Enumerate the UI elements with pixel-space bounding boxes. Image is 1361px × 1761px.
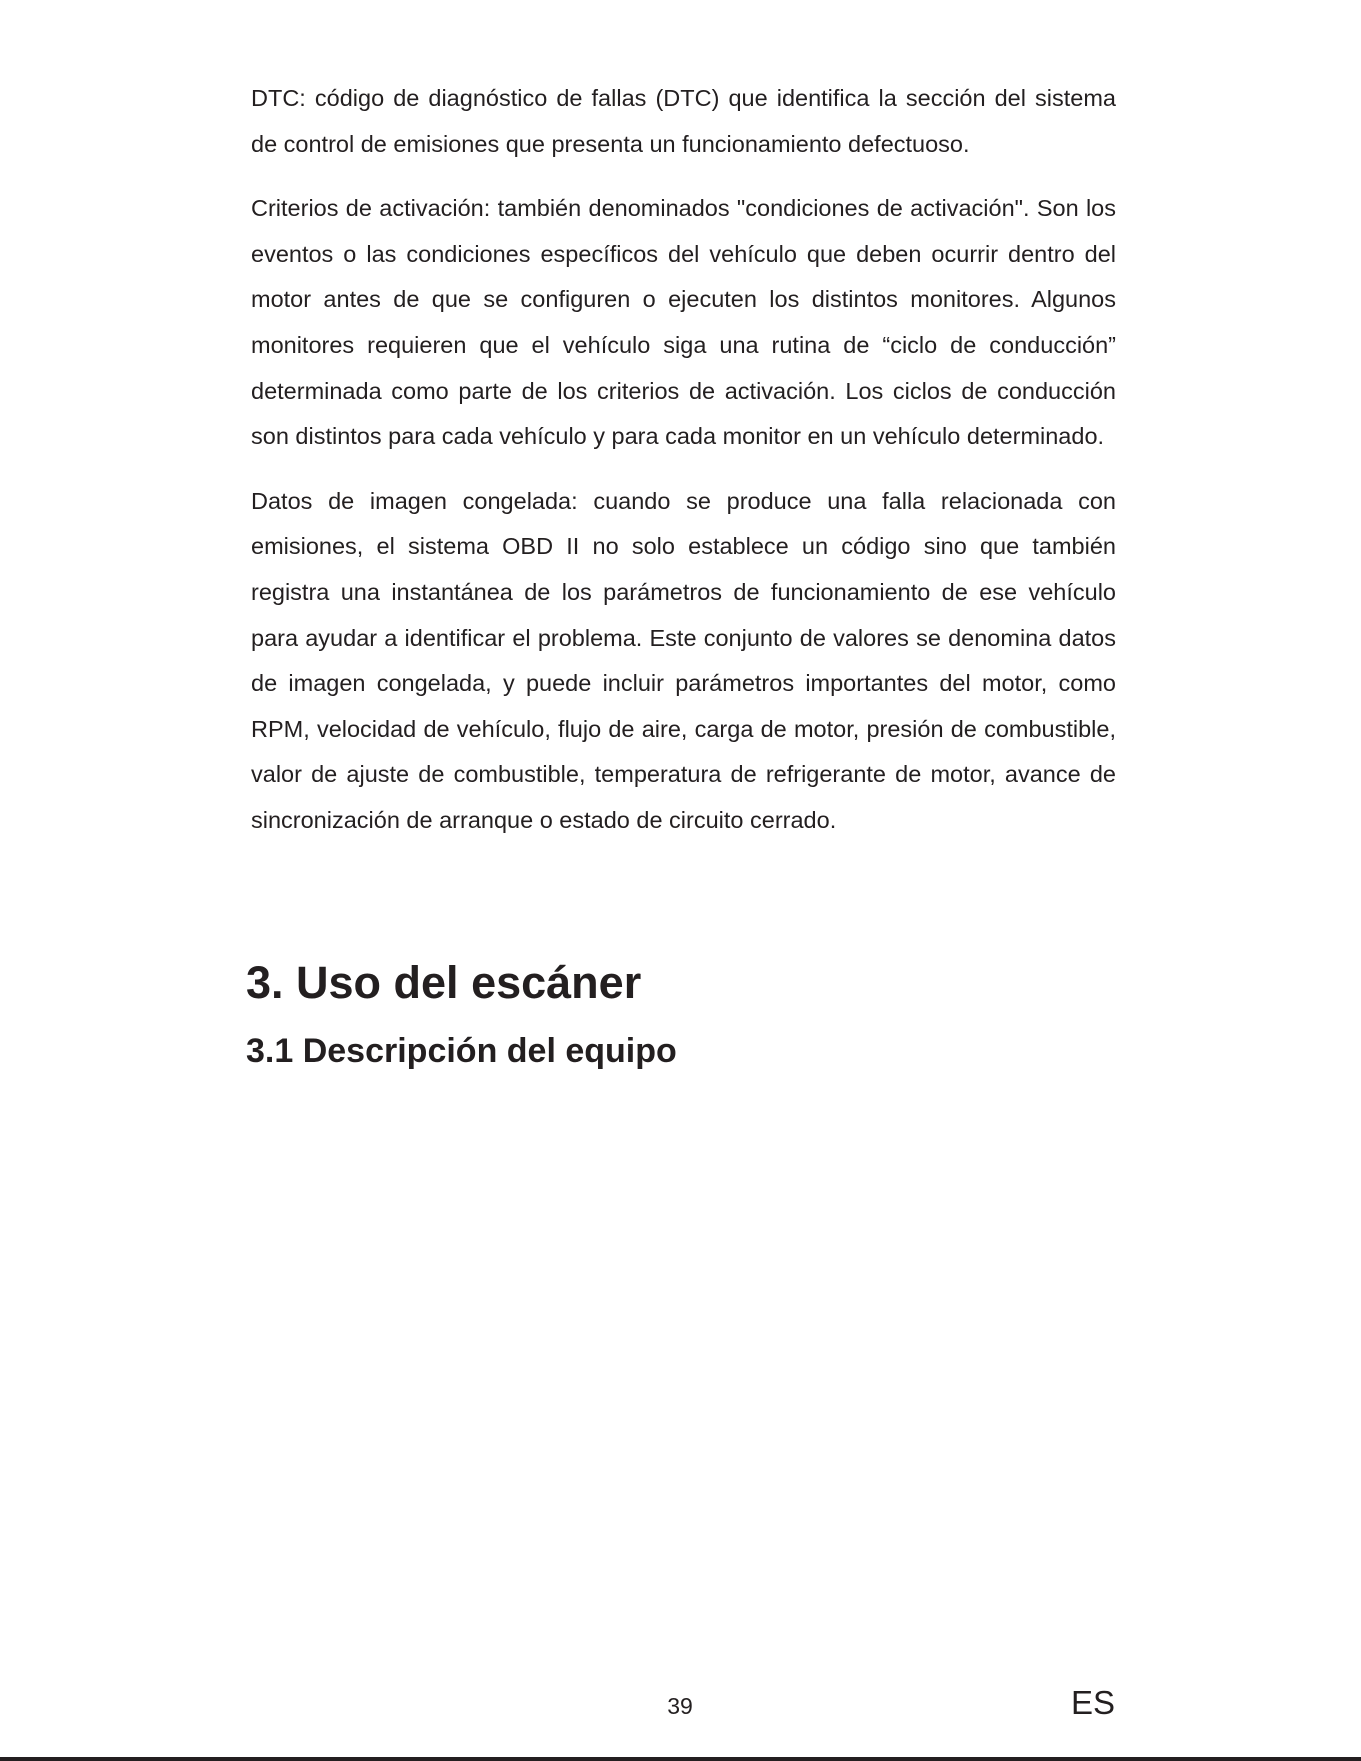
bottom-border [0, 1757, 1361, 1761]
section-heading: 3. Uso del escáner [246, 957, 642, 1008]
paragraph-datos-imagen-congelada: Datos de imagen congelada: cuando se produce una falla relacionada con emisiones, el sistema OBD II no solo establece un código sino que también registra una instantánea de los parámetros de funcionamiento de ese vehículo para ayudar a identificar el problema. Este conjunto de valores se denomina datos de imagen congelada, y puede incluir parámetros importantes del motor, como RPM, velocidad de vehículo, flujo de aire, carga de motor, presión de combustible, valor de ajuste de combustible, temperatura de refrigerante de motor, avance de sincronización de arranque o estado de circuito cerrado. [251, 487, 1116, 833]
language-code: ES [1071, 1684, 1116, 1721]
body-text [251, 76, 1116, 863]
paragraph-criterios-activacion: Criterios de activación: también denominados "condiciones de activación". Son los eventos o las condiciones específicos del vehículo que deben ocurrir dentro del motor antes de que se configuren o ejecuten los distintos monitores. Algunos monitores requieren que el vehículo siga una rutina de “ciclo de conducción” determinada como parte de los criterios de activación. Los ciclos de conducción son distintos para cada vehículo y para cada monitor en un vehículo determinado. [251, 195, 1116, 450]
paragraph-dtc: DTC: código de diagnóstico de fallas (DTC) que identifica la sección del sistema de control de emisiones que presenta un funcionamiento defectuoso. [251, 85, 1116, 157]
subsection-heading: 3.1 Descripción del equipo [246, 1032, 677, 1070]
page-number: 39 [667, 1693, 693, 1719]
